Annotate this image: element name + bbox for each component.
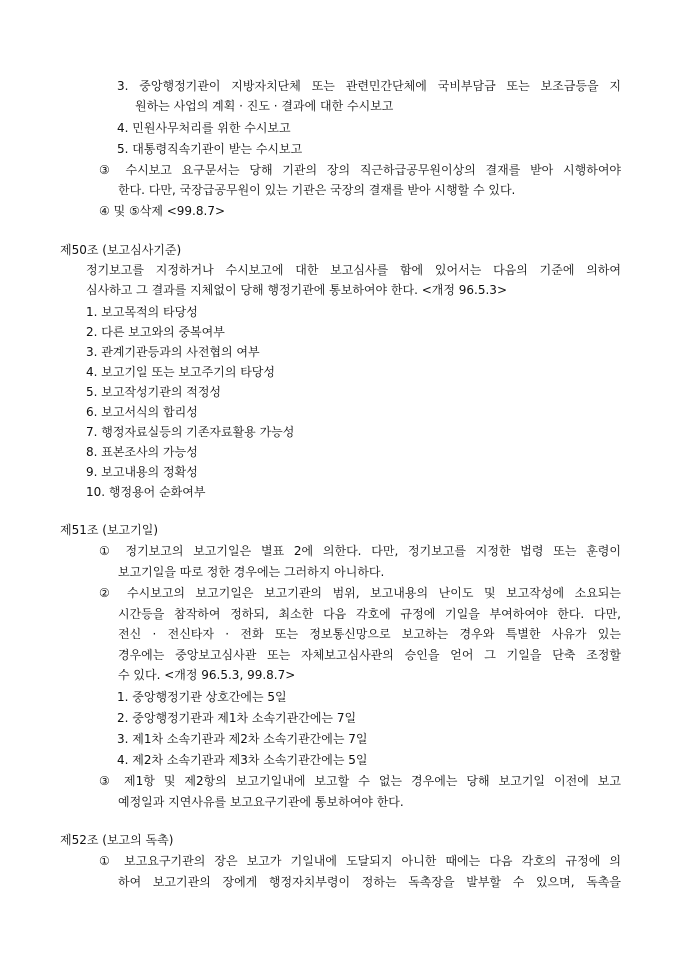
article-50-item-9: 9. 보고내용의 정확성 [86, 465, 198, 479]
article-51-item-1: 1. 중앙행정기관 상호간에는 5일 [117, 690, 287, 704]
paragraph-3-line-1: ③ 수시보고 요구문서는 당해 기관의 장의 직근하급공무원이상의 결재를 받아 시행하여야 [99, 163, 621, 177]
article-50-item-7: 7. 행정자료실등의 기존자료활용 가능성 [86, 425, 295, 439]
article-51-p2-line-5: 수 있다. <개정 96.5.3, 99.8.7> [118, 668, 296, 682]
article-51-p2-line-2: 시간등을 참작하여 정하되, 최소한 다음 각호에 규정에 기일을 부여하여야 한다. 다만, [118, 607, 621, 621]
article-51-item-3: 3. 제1차 소속기관과 제2차 소속기관간에는 7일 [117, 732, 368, 746]
article-51-title: 제51조 (보고기일) [60, 523, 158, 537]
article-50-title: 제50조 (보고심사기준) [60, 243, 182, 257]
paragraph-3-line-2: 한다. 다만, 국장급공무원이 있는 기관은 국장의 결재를 받아 시행할 수 있다. [118, 183, 516, 197]
article-50-intro-line-1: 정기보고를 지정하거나 수시보고에 대한 보고심사를 함에 있어서는 다음의 기준에 의하여 [86, 263, 621, 277]
article-51-p1-line-2: 보고기일을 따로 정한 경우에는 그러하지 아니하다. [118, 565, 385, 579]
article-50-item-6: 6. 보고서식의 합리성 [86, 405, 198, 419]
article-51-p2-line-1: ② 수시보고의 보고기일은 보고기관의 범위, 보고내용의 난이도 및 보고작성에 소요되는 [99, 586, 621, 600]
article-51-p3-line-1: ③ 제1항 및 제2항의 보고기일내에 보고할 수 없는 경우에는 당해 보고기일 이전에 보고 [99, 774, 621, 788]
article-50-intro-line-2: 심사하고 그 결과를 지체없이 당해 행정기관에 통보하여야 한다. <개정 96.5.3> [86, 283, 508, 297]
article-50-item-5: 5. 보고작성기관의 적정성 [86, 385, 221, 399]
article-50-item-3: 3. 관계기관등과의 사전협의 여부 [86, 345, 260, 359]
article-51-item-4: 4. 제2차 소속기관과 제3차 소속기관간에는 5일 [117, 753, 368, 767]
article-50-item-4: 4. 보고기일 또는 보고주기의 타당성 [86, 365, 275, 379]
item-3-line-1: 3. 중앙행정기관이 지방자치단체 또는 관련민간단체에 국비부담금 또는 보조금등을 지 [117, 79, 621, 93]
article-52-p1-line-1: ① 보고요구기관의 장은 보고가 기일내에 도달되지 아니한 때에는 다음 각호의 규정에 의 [99, 854, 621, 868]
article-50-item-10: 10. 행정용어 순화여부 [86, 485, 206, 499]
article-51-p3-line-2: 예정일과 지연사유를 보고요구기관에 통보하여야 한다. [118, 795, 404, 809]
article-51-item-2: 2. 중앙행정기관과 제1차 소속기관간에는 7일 [117, 711, 357, 725]
article-51-p2-line-4: 경우에는 중앙보고심사관 또는 자체보고심사관의 승인을 얻어 그 기일을 단축 조정할 [118, 648, 621, 662]
article-51-p2-line-3: 전신 · 전신타자 · 전화 또는 정보통신망으로 보고하는 경우와 특별한 사유가 있는 [118, 627, 621, 641]
article-52-p1-line-2: 하여 보고기관의 장에게 행정자치부령이 정하는 독촉장을 발부할 수 있으며, 독촉을 [118, 875, 621, 889]
article-52-title: 제52조 (보고의 독촉) [60, 833, 174, 847]
item-4: 4. 민원사무처리를 위한 수시보고 [117, 121, 291, 135]
article-50-item-1: 1. 보고목적의 타당성 [86, 305, 198, 319]
article-50-item-2: 2. 다른 보고와의 중복여부 [86, 325, 225, 339]
paragraph-4-5-deleted: ④ 및 ⑤삭제 <99.8.7> [99, 204, 226, 218]
article-50-item-8: 8. 표본조사의 가능성 [86, 445, 198, 459]
article-51-p1-line-1: ① 정기보고의 보고기일은 별표 2에 의한다. 다만, 정기보고를 지정한 법령 또는 훈령이 [99, 544, 621, 558]
item-3-line-2: 원하는 사업의 계획 · 진도 · 결과에 대한 수시보고 [135, 99, 394, 113]
item-5: 5. 대통령직속기관이 받는 수시보고 [117, 142, 303, 156]
